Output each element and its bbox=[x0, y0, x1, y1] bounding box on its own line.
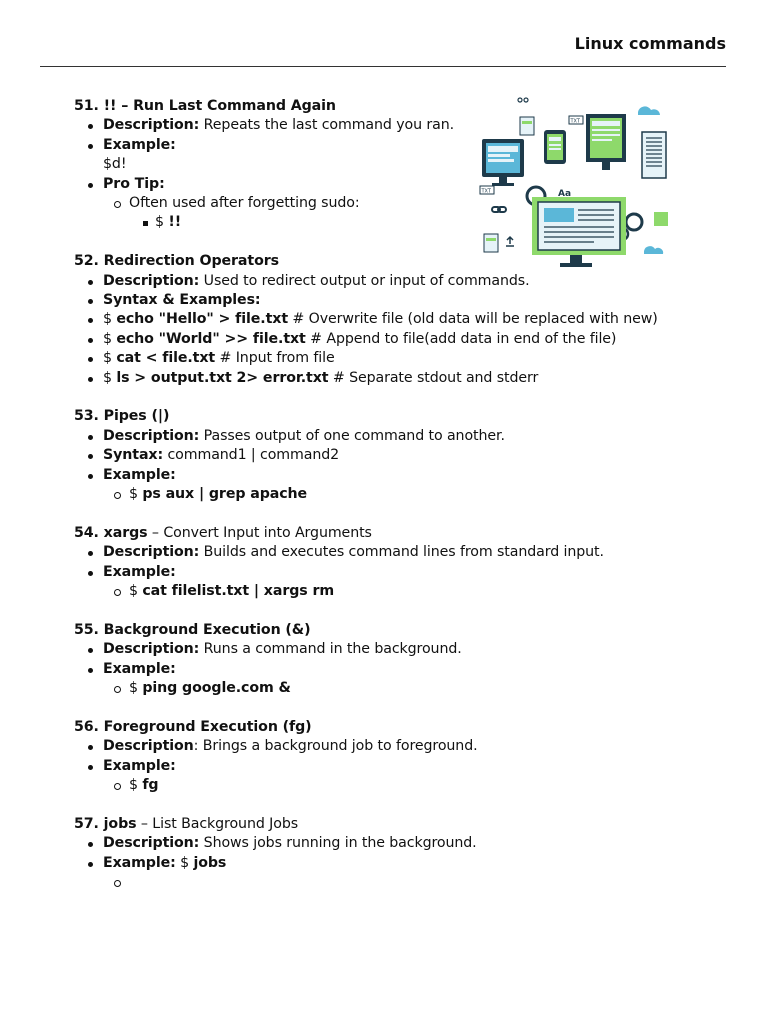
section-51 bbox=[74, 97, 734, 233]
document-body bbox=[74, 97, 734, 912]
list-item: Syntax: command1 | command2 bbox=[74, 446, 734, 465]
svg-text:Aa: Aa bbox=[558, 189, 572, 199]
section-52 bbox=[74, 252, 734, 388]
list-item: Description: Used to redirect output or input of commands. bbox=[74, 272, 734, 291]
sub-list-item: $ cat filelist.txt | xargs rm bbox=[74, 582, 734, 601]
sub-list-item: $ ps aux | grep apache bbox=[74, 485, 734, 504]
section-55 bbox=[74, 621, 734, 699]
list-item: $ echo "World" >> file.txt # Append to file(add data in end of the file) bbox=[74, 330, 734, 349]
list-item: Example: bbox=[74, 136, 734, 155]
section-57-title: 57. jobs – List Background Jobs bbox=[74, 815, 299, 832]
sub-sub-list-item: $ !! bbox=[74, 213, 734, 232]
list-item: Pro Tip: Often used after forgetting sudo: $ !! bbox=[74, 175, 734, 233]
list-item: Example: $ ps aux | grep apache bbox=[74, 466, 734, 505]
section-55-title: 55. Background Execution (&) bbox=[74, 621, 311, 638]
list-item: $ ls > output.txt 2> error.txt # Separate stdout and stderr bbox=[74, 369, 734, 388]
list-item: $ cat < file.txt # Input from file bbox=[74, 349, 734, 368]
list-item: Syntax & Examples: bbox=[74, 291, 734, 310]
svg-text:TXT: TXT bbox=[481, 188, 491, 195]
list-item: Description: Repeats the last command you ran. bbox=[74, 116, 734, 135]
list-item: Example: $ jobs bbox=[74, 854, 734, 893]
list-item: Description: Brings a background job to foreground. bbox=[74, 737, 734, 756]
section-56-title: 56. Foreground Execution (fg) bbox=[74, 718, 312, 735]
page-header-title: Linux commands bbox=[574, 34, 726, 53]
section-54 bbox=[74, 524, 734, 602]
sub-list-item: $ ping google.com & bbox=[74, 679, 734, 698]
example-code: $d! bbox=[103, 156, 127, 173]
section-57 bbox=[74, 815, 734, 893]
section-53-title: 53. Pipes (|) bbox=[74, 408, 170, 425]
list-item: Description: Passes output of one command to another. bbox=[74, 427, 734, 446]
sub-list-item: $ fg bbox=[74, 776, 734, 795]
header-divider bbox=[40, 66, 726, 67]
list-item: Example: $ ping google.com & bbox=[74, 660, 734, 699]
list-item: Example: $ fg bbox=[74, 757, 734, 796]
section-52-title: 52. Redirection Operators bbox=[74, 253, 279, 270]
sub-list-item: Often used after forgetting sudo: $ !! bbox=[74, 194, 734, 233]
section-53 bbox=[74, 407, 734, 504]
list-item: Description: Runs a command in the background. bbox=[74, 640, 734, 659]
list-item: Example: $ cat filelist.txt | xargs rm bbox=[74, 563, 734, 602]
sub-list-item bbox=[74, 873, 734, 892]
list-item: $ echo "Hello" > file.txt # Overwrite file (old data will be replaced with new) bbox=[74, 310, 734, 329]
list-item: Description: Shows jobs running in the background. bbox=[74, 834, 734, 853]
svg-text:TXT: TXT bbox=[570, 118, 580, 125]
section-56 bbox=[74, 718, 734, 796]
list-item: Description: Builds and executes command lines from standard input. bbox=[74, 543, 734, 562]
section-54-title: 54. xargs – Convert Input into Arguments bbox=[74, 524, 372, 541]
section-51-title: 51. !! – Run Last Command Again bbox=[74, 98, 336, 114]
